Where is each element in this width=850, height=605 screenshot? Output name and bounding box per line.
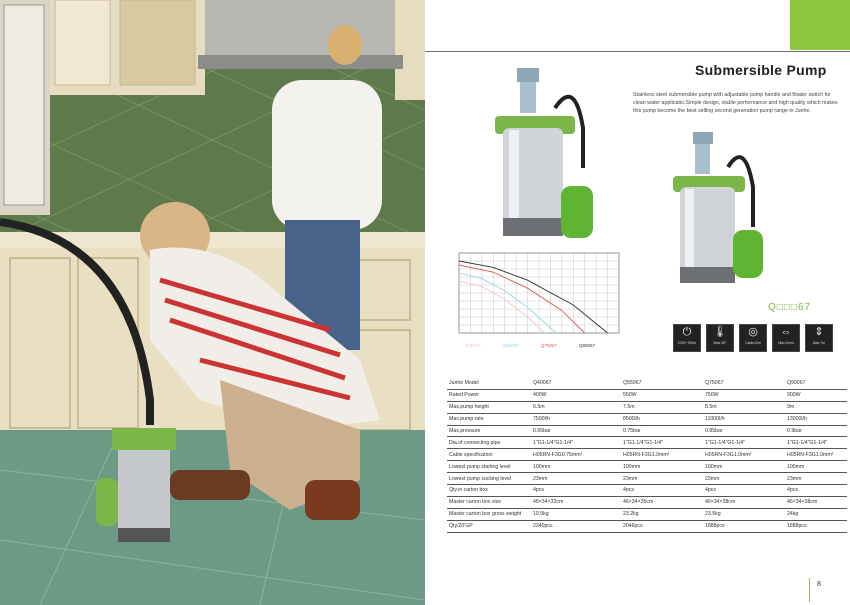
spec-value-cell: 13000l/h [785, 413, 847, 425]
product-description: Stainless steel submersible pump with adjustable pump handle and floater switch for clean water applicatio.Simple design, stable performance and high quality which makes this pump become the best selling second generation pump range in Junhe. [633, 92, 838, 114]
spec-value-cell: 0.75bar [621, 425, 703, 437]
spec-value-cell: 1"G1-1/4"G1-1/4" [703, 437, 785, 449]
spec-value-cell: 4pcs [531, 485, 621, 497]
table-row [447, 437, 847, 449]
chart-series-group [459, 261, 608, 333]
icon-caption: Cable10m [745, 341, 761, 345]
temperature-icon: 🌡 Max.35° [706, 324, 734, 352]
spec-value-cell: 550W [621, 389, 703, 401]
header-rule [425, 51, 850, 52]
spec-value-cell: 100mm [621, 461, 703, 473]
spec-label-cell: Dia.of connecting pipe [447, 437, 531, 449]
performance-curve-chart [445, 245, 645, 357]
spec-label-cell: Qty.in carton box [447, 485, 531, 497]
spec-value-cell: 4pcs [703, 485, 785, 497]
spec-value-cell: Q55067 [621, 378, 703, 389]
accent-tab [790, 0, 850, 50]
spec-value-cell: 23.2kg [621, 508, 703, 520]
spec-value-cell: 7.5m [621, 401, 703, 413]
legend-entry: Q75067 [541, 343, 558, 348]
series-line-q55067 [459, 273, 556, 333]
spec-value-cell: 19.5kg [531, 508, 621, 520]
model-label: Q□□□67 [768, 302, 812, 313]
product-spec-page [425, 0, 850, 605]
page-number: 8 [817, 581, 821, 588]
table-row [447, 485, 847, 497]
spec-value-cell: 0.85bar [703, 425, 785, 437]
table-row [447, 461, 847, 473]
table-row [447, 496, 847, 508]
spec-value-cell: Q40067 [531, 378, 621, 389]
spec-value-cell: 2046pcs [621, 520, 703, 532]
spec-value-cell: 100mm [785, 461, 847, 473]
spec-value-cell: 8.5m [703, 401, 785, 413]
pump-product-image-small [673, 132, 768, 292]
spec-label-cell: Max.pump rate [447, 413, 531, 425]
spec-value-cell: 1888pcs [703, 520, 785, 532]
icon-caption: 230V~50Hz [677, 341, 697, 345]
spec-value-cell: 46×34×35cm [621, 496, 703, 508]
cable-icon: ◎ Cable10m [739, 324, 767, 352]
spec-value-cell: 2240pcs [531, 520, 621, 532]
spec-value-cell: 46×34×38cm [785, 496, 847, 508]
spec-value-cell: 4pcs [621, 485, 703, 497]
icon-caption: Max.7m [812, 341, 826, 345]
spec-value-cell: 23mm [531, 473, 621, 485]
spec-value-cell: 46×34×38cm [703, 496, 785, 508]
spec-label-cell: Master carton box size [447, 496, 531, 508]
spec-value-cell: Q75067 [703, 378, 785, 389]
spec-value-cell: H05RN-F3G1.0mm² [785, 449, 847, 461]
spec-label-cell: Lowest pump starting level [447, 461, 531, 473]
spec-value-cell: 4pcs [785, 485, 847, 497]
series-line-q75067 [459, 265, 585, 333]
spec-value-cell: 23mm [621, 473, 703, 485]
spec-value-cell: 23.5kg [703, 508, 785, 520]
table-row [447, 425, 847, 437]
spec-value-cell: 400W [531, 389, 621, 401]
spec-value-cell: 900W [785, 389, 847, 401]
spec-value-cell: H05RN-F3G1.0mm² [621, 449, 703, 461]
table-row [447, 413, 847, 425]
spec-value-cell: 23mm [703, 473, 785, 485]
table-row [447, 389, 847, 401]
plug-icon: ⏻ 230V~50Hz [673, 324, 701, 352]
spec-value-cell: 23mm [785, 473, 847, 485]
spec-label-cell: Max.pump height [447, 401, 531, 413]
spec-label-cell: Rated Power [447, 389, 531, 401]
page-title: Submersible Pump [695, 62, 827, 78]
pump-product-image-large [495, 68, 600, 243]
spec-value-cell: 750W [703, 389, 785, 401]
spec-value-cell: 100mm [531, 461, 621, 473]
spec-value-cell: 100mm [703, 461, 785, 473]
spec-label-cell: Lowest pump sucking level [447, 473, 531, 485]
spec-value-cell: 6.5m [531, 401, 621, 413]
page-number-rule [809, 578, 810, 602]
icon-caption: Max.35° [713, 341, 727, 345]
spec-label-cell: Cable specification [447, 449, 531, 461]
table-row [447, 401, 847, 413]
specification-table [447, 378, 847, 533]
spec-value-cell: H05RN-F3G0.75mm² [531, 449, 621, 461]
table-row [447, 378, 847, 389]
spec-value-cell: 46×34×32cm [531, 496, 621, 508]
spec-value-cell: 0.65bar [531, 425, 621, 437]
spec-value-cell: 7500l/h [531, 413, 621, 425]
chart-grid [459, 253, 619, 333]
spec-label-cell: Max.pressure [447, 425, 531, 437]
chart-legend [465, 343, 596, 348]
spec-value-cell: 9m [785, 401, 847, 413]
spec-label-cell: Qty/20'GP [447, 520, 531, 532]
spec-value-cell: 8500l/h [621, 413, 703, 425]
spec-value-cell: H05RN-F3G1.0mm² [703, 449, 785, 461]
spec-value-cell: 0.9bar [785, 425, 847, 437]
particle-size-icon: ⇔ Max.5mm [772, 324, 800, 352]
spec-label-cell: Master carton box gross weight [447, 508, 531, 520]
spec-label-cell: Junhe Model [447, 378, 531, 389]
table-row [447, 449, 847, 461]
spec-value-cell: 11000l/h [703, 413, 785, 425]
feature-icons-row [673, 324, 833, 352]
depth-icon: ⇕ Max.7m [805, 324, 833, 352]
table-row [447, 508, 847, 520]
legend-entry: Q40067 [465, 343, 482, 348]
spec-value-cell: 1888pcs [785, 520, 847, 532]
table-row [447, 520, 847, 532]
icon-caption: Max.5mm [778, 341, 794, 345]
spec-value-cell: 1"G1-1/4"G1-1/4" [531, 437, 621, 449]
table-row [447, 473, 847, 485]
legend-entry: Q55067 [503, 343, 520, 348]
spec-value-cell: 24kg [785, 508, 847, 520]
spec-value-cell: 1"G1-1/4"G1-1/4" [785, 437, 847, 449]
spec-value-cell: 1"G1-1/4"G1-1/4" [621, 437, 703, 449]
spec-value-cell: Q90067 [785, 378, 847, 389]
legend-entry: Q90067 [579, 343, 596, 348]
